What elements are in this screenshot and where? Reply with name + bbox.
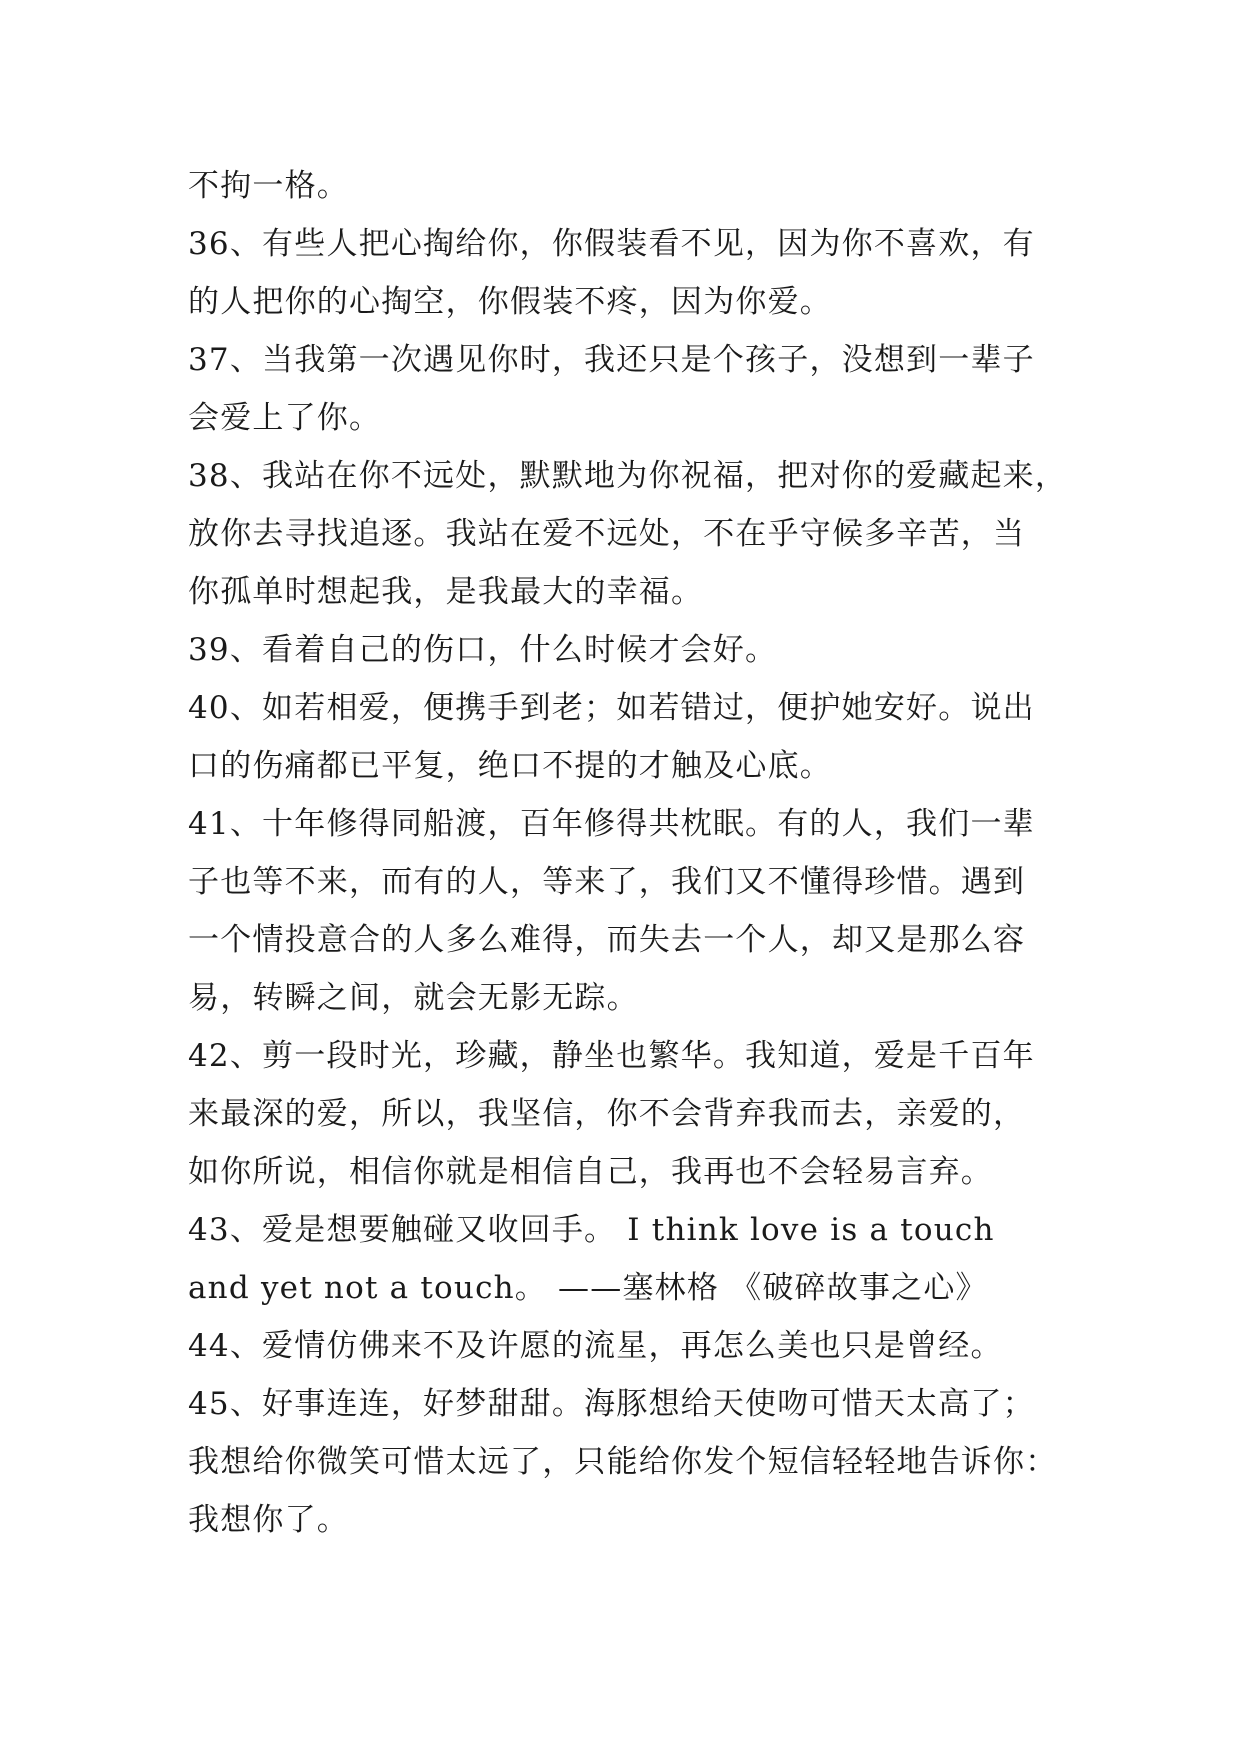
text-line: 易，转瞬之间，就会无影无踪。 <box>188 980 639 1016</box>
text-line: 如你所说，相信你就是相信自己，我再也不会轻易言弃。 <box>188 1154 993 1190</box>
text-line: 会爱上了你。 <box>188 400 382 436</box>
text-line: 一个情投意合的人多么难得，而失去一个人，却又是那么容 <box>188 922 1026 958</box>
text-line: 45、好事连连，好梦甜甜。海豚想给天使吻可惜天太高了； <box>188 1386 1035 1422</box>
document-body <box>188 157 1073 1549</box>
text-line: 口的伤痛都已平复，绝口不提的才触及心底。 <box>188 748 832 784</box>
text-line: 你孤单时想起我，是我最大的幸福。 <box>188 574 704 610</box>
text-line: 44、爱情仿佛来不及许愿的流星，再怎么美也只是曾经。 <box>188 1328 1003 1364</box>
text-line: 43、爱是想要触碰又收回手。 I think love is a touch <box>188 1212 995 1248</box>
text-line: 38、我站在你不远处，默默地为你祝福，把对你的爱藏起来， <box>188 458 1068 494</box>
text-line: 子也等不来，而有的人，等来了，我们又不懂得珍惜。遇到 <box>188 864 1026 900</box>
text-line: 不拘一格。 <box>188 168 349 204</box>
text-line: 我想你了。 <box>188 1502 349 1538</box>
text-line: 40、如若相爱，便携手到老；如若错过，便护她安好。说出 <box>188 690 1035 726</box>
text-line: and yet not a touch。 ——塞林格 《破碎故事之心》 <box>188 1270 988 1306</box>
text-line: 37、当我第一次遇见你时，我还只是个孩子，没想到一辈子 <box>188 342 1035 378</box>
text-line: 41、十年修得同船渡，百年修得共枕眠。有的人，我们一辈 <box>188 806 1035 842</box>
text-line: 42、剪一段时光，珍藏，静坐也繁华。我知道，爱是千百年 <box>188 1038 1035 1074</box>
text-line: 的人把你的心掏空，你假装不疼，因为你爱。 <box>188 284 832 320</box>
text-line: 放你去寻找追逐。我站在爱不远处，不在乎守候多辛苦，当 <box>188 516 1026 552</box>
text-line: 39、看着自己的伤口，什么时候才会好。 <box>188 632 778 668</box>
text-line: 我想给你微笑可惜太远了，只能给你发个短信轻轻地告诉你： <box>188 1444 1058 1480</box>
text-line: 来最深的爱，所以，我坚信，你不会背弃我而去，亲爱的， <box>188 1096 1026 1132</box>
text-line: 36、有些人把心掏给你，你假装看不见，因为你不喜欢，有 <box>188 226 1035 262</box>
